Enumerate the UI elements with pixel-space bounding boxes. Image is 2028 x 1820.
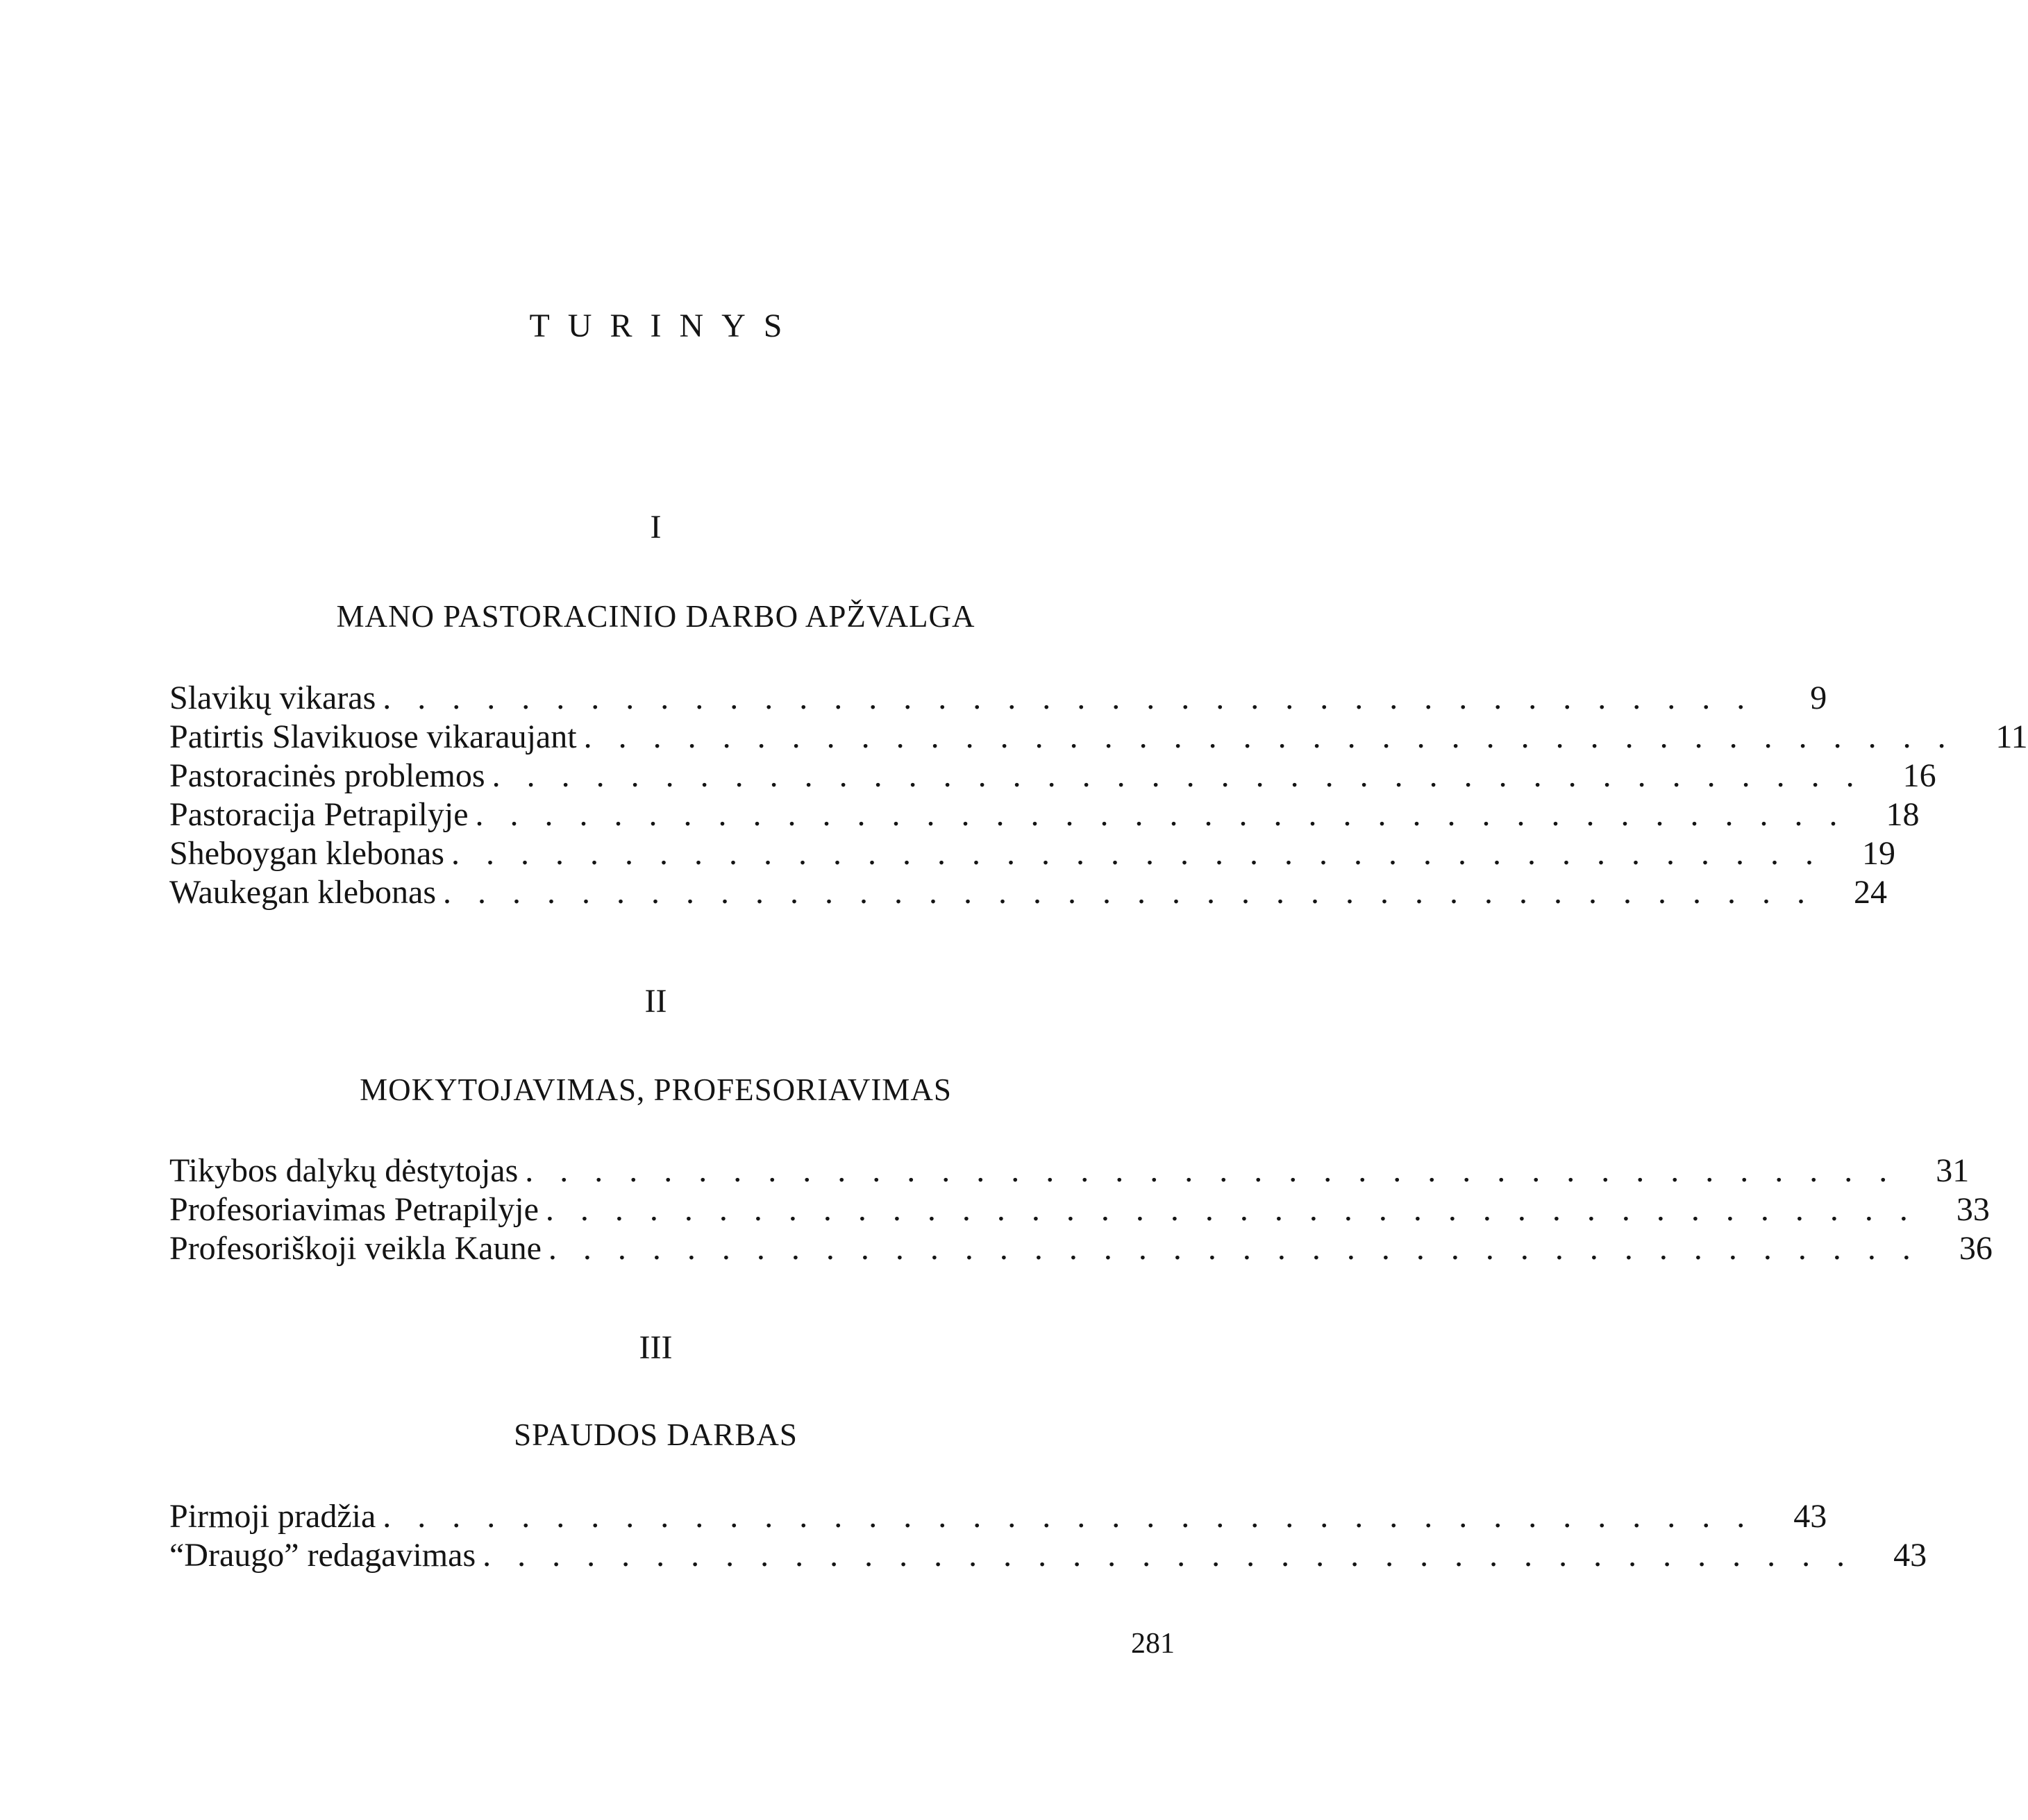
toc-entry-page: 33 xyxy=(1956,1191,1990,1228)
toc-entry-page: 43 xyxy=(1893,1537,1927,1574)
toc-leader-dots: ........................................ xyxy=(451,835,1840,872)
toc-entry xyxy=(169,1152,1970,1190)
page-number: 281 xyxy=(1131,1628,1175,1660)
section-number-1: I xyxy=(650,509,662,546)
toc-entry xyxy=(169,757,1936,795)
toc-leader-dots: ........................................ xyxy=(525,1152,1914,1189)
section-title-2: MOKYTOJAVIMAS, PROFESORIAVIMAS xyxy=(360,1072,952,1107)
toc-leader-dots: ........................................ xyxy=(383,1498,1772,1535)
toc-entry-label: Waukegan klebonas xyxy=(169,874,436,911)
section-title-3: SPAUDOS DARBAS xyxy=(514,1417,798,1452)
toc-entry-page: 16 xyxy=(1902,757,1936,794)
toc-entry xyxy=(169,1229,1993,1268)
toc-entry xyxy=(169,834,1895,873)
toc-entry xyxy=(169,1497,1827,1536)
toc-leader-dots: ........................................ xyxy=(443,874,1832,911)
toc-entry-label: Tikybos dalykų dėstytojas xyxy=(169,1152,519,1189)
toc-leader-dots: ........................................ xyxy=(583,718,1972,755)
toc-entry-label: Profesoriškoji veikla Kaune xyxy=(169,1230,542,1267)
toc-entry-label: Pastoracija Petrapilyje xyxy=(169,796,469,833)
toc-entry-label: Profesoriavimas Petrapilyje xyxy=(169,1191,539,1228)
toc-entry xyxy=(169,718,2028,757)
toc-entry xyxy=(169,1536,1927,1575)
toc-entry-page: 31 xyxy=(1936,1152,1970,1189)
toc-list-section-3 xyxy=(169,1497,1927,1575)
toc-leader-dots: ........................................ xyxy=(545,1191,1934,1228)
toc-entry-page: 19 xyxy=(1861,835,1895,872)
toc-entry-label: Sheboygan klebonas xyxy=(169,835,444,872)
toc-entry-page: 18 xyxy=(1886,796,1920,833)
toc-leader-dots: ........................................ xyxy=(492,757,1881,794)
section-number-3: III xyxy=(639,1329,673,1366)
toc-list-section-2 xyxy=(169,1152,1993,1268)
toc-entry-page: 9 xyxy=(1810,680,1827,716)
toc-entry-page: 11 xyxy=(1995,718,2028,755)
page-title: TURINYS xyxy=(529,307,801,344)
toc-list-section-1 xyxy=(169,679,2028,912)
toc-leader-dots: ........................................ xyxy=(383,680,1772,716)
toc-entry xyxy=(169,873,1887,912)
toc-entry-page: 36 xyxy=(1959,1230,1993,1267)
toc-leader-dots: ........................................ xyxy=(548,1230,1937,1267)
toc-entry xyxy=(169,1190,1990,1229)
section-title-1: MANO PASTORACINIO DARBO APŽVALGA xyxy=(336,599,975,634)
toc-entry-page: 24 xyxy=(1854,874,1887,911)
toc-entry-page: 43 xyxy=(1793,1498,1827,1535)
toc-entry-label: Slavikų vikaras xyxy=(169,680,376,716)
toc-entry-label: Pastoracinės problemos xyxy=(169,757,485,794)
toc-entry xyxy=(169,679,1827,718)
toc-entry-label: Patirtis Slavikuose vikaraujant xyxy=(169,718,577,755)
section-number-2: II xyxy=(644,983,667,1020)
toc-entry xyxy=(169,795,1920,834)
toc-leader-dots: ........................................ xyxy=(483,1537,1872,1574)
toc-leader-dots: ........................................ xyxy=(475,796,1864,833)
toc-entry-label: “Draugo” redagavimas xyxy=(169,1537,476,1574)
toc-entry-label: Pirmoji pradžia xyxy=(169,1498,376,1535)
